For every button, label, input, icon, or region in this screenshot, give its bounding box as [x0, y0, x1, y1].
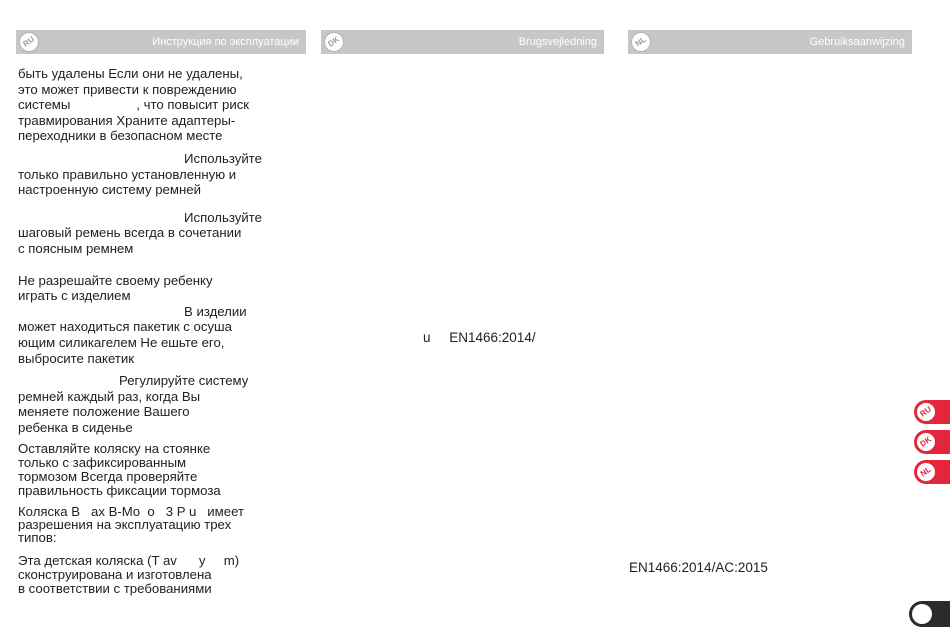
text-line: правильность фиксации тормоза — [18, 483, 221, 499]
language-badge-nl — [916, 462, 936, 482]
text-line: В изделии — [184, 303, 247, 319]
text-line: с поясным ремнем — [18, 240, 134, 256]
side-tab-nl[interactable] — [914, 460, 950, 484]
text-line: ющим силикагелем Не ешьте его, — [18, 334, 225, 350]
text-line: разрешения на эксплуатацию трех — [18, 517, 232, 533]
text-line: только с зафиксированным — [18, 455, 187, 471]
text-line: Используйте — [184, 150, 262, 166]
paragraph — [18, 151, 300, 198]
text-line: меняете положение Вашего — [18, 404, 190, 420]
header-dk — [321, 30, 604, 54]
text-line: Эта детская коляска (T av y m) — [18, 553, 240, 569]
paragraph — [18, 304, 300, 366]
text-line: в соответствии с требованиями — [18, 581, 212, 597]
dk-standard-text: u EN1466:2014/ — [423, 330, 536, 345]
text-line: настроенную систему ремней — [18, 182, 201, 198]
language-badge-nl — [631, 32, 651, 52]
page-marker-icon — [912, 604, 932, 624]
text-line: шаговый ремень всегда в сочетании — [18, 225, 242, 241]
header-ru — [16, 30, 306, 54]
paragraph — [18, 373, 300, 435]
paragraph — [18, 442, 300, 498]
side-tab-label: RU — [918, 404, 934, 419]
text-line: только правильно установленную и — [18, 166, 237, 182]
language-badge-label: RU — [21, 34, 37, 49]
ru-instructions — [18, 66, 300, 603]
paragraph — [18, 273, 300, 304]
header-title-ru: Инструкция по эксплуатации — [152, 36, 299, 48]
language-badge-dk — [916, 432, 936, 452]
paragraph — [18, 210, 300, 257]
text-line: типов: — [18, 530, 57, 546]
text-line: играть с изделием — [18, 288, 131, 304]
text-line: ремней каждый раз, когда Вы — [18, 388, 201, 404]
text-line: травмирования Храните адаптеры- — [18, 112, 236, 128]
side-tab-ru[interactable] — [914, 400, 950, 424]
text-line: может находиться пакетик с осуша — [18, 319, 232, 335]
text-line: выбросите пакетик — [18, 350, 135, 366]
text-line: сконструирована и изготовлена — [18, 567, 212, 583]
text-line: быть удалены Если они не удалены, — [18, 66, 243, 81]
paragraph — [18, 505, 300, 544]
text-line: Не разрешайте своему ребенку — [18, 272, 213, 288]
header-title-dk: Brugsvejledning — [518, 36, 597, 48]
language-badge-label: NL — [633, 34, 648, 49]
text-line: Регулируйте систему — [119, 373, 249, 389]
text-line: Используйте — [184, 209, 262, 225]
text-line: Коляска В ax B-Mo o 3 P u имеет — [18, 504, 245, 520]
text-line: это может привести к повреждению — [18, 81, 237, 97]
text-line: переходники в безопасном месте — [18, 128, 223, 144]
side-tab-label: DK — [918, 434, 934, 449]
paragraph — [18, 66, 300, 144]
header-nl — [628, 30, 912, 54]
nl-standard-text: EN1466:2014/AC:2015 — [629, 560, 768, 575]
text-line: Оставляйте коляску на стоянке — [18, 441, 211, 457]
text-line: ребенка в сиденье — [18, 419, 133, 435]
language-badge-label: DK — [326, 34, 342, 49]
side-tab-label: NL — [918, 464, 933, 479]
page-tab — [909, 601, 950, 627]
language-badge-ru — [19, 32, 39, 52]
text-line: тормозом Всегда проверяйте — [18, 469, 198, 485]
language-badge-ru — [916, 402, 936, 422]
language-badge-dk — [324, 32, 344, 52]
paragraph — [18, 554, 300, 596]
header-title-nl: Gebruiksaanwijzing — [809, 36, 905, 48]
text-line: системы , что повысит риск — [18, 97, 250, 113]
side-tab-dk[interactable] — [914, 430, 950, 454]
